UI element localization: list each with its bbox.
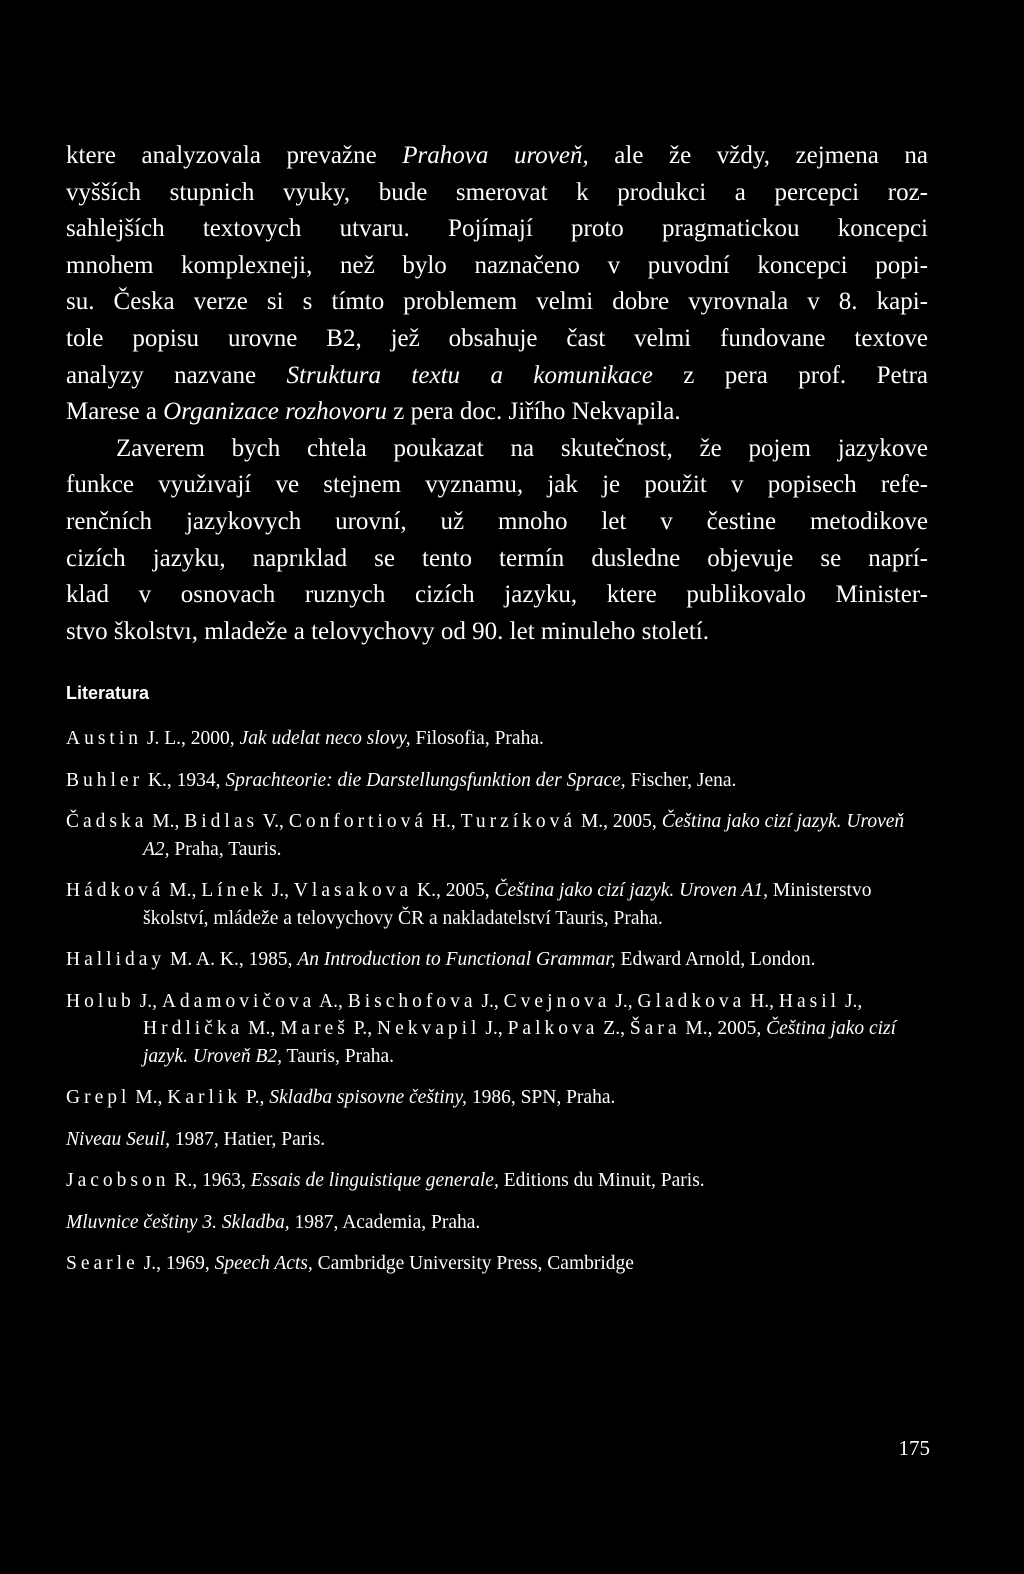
author-name: Karlik <box>167 1087 242 1109</box>
italic-title: Jak udelat neco slovy, <box>239 728 411 750</box>
text-line <box>66 138 928 175</box>
author-name: Confortiová <box>288 811 428 833</box>
author-name: Holub <box>66 990 135 1012</box>
text-run: M., <box>147 811 185 833</box>
author-name: Bidlas <box>184 811 259 833</box>
text-line <box>66 394 928 431</box>
text-run: H., <box>745 990 779 1012</box>
author-name: Grepl <box>66 1087 131 1109</box>
author-name: Bischofova <box>347 990 477 1012</box>
author-name: Cvejnova <box>503 990 611 1012</box>
text-line <box>66 284 928 321</box>
text-run: Zaverem bych chtela poukazat na skutečnost, že pojem jazykove <box>116 434 928 462</box>
text-run: 1987, Hatier, Paris. <box>169 1128 326 1150</box>
text-run: 1986, SPN, Praha. <box>466 1087 616 1109</box>
text-run: J., <box>480 1018 508 1040</box>
author-name: Adamovičova <box>161 990 316 1012</box>
reference-item <box>66 1250 928 1278</box>
text-line <box>66 321 928 358</box>
author-name: Palkova <box>507 1018 599 1040</box>
author-name: Buhler <box>66 769 144 791</box>
text-run: analyzy nazvane <box>66 361 287 389</box>
text-run: M. A. K., 1985, <box>165 949 298 971</box>
text-line <box>66 541 928 578</box>
author-name: Línek <box>201 880 267 902</box>
reference-item <box>66 877 928 932</box>
text-run: H., <box>427 811 461 833</box>
text-line <box>66 577 928 614</box>
text-run: ale že vždy, zejmena na <box>588 142 929 169</box>
text-run: J., <box>840 990 863 1012</box>
author-name: Gladkova <box>637 990 746 1012</box>
text-run: cizích jazyku, naprıklad se tento termín dusledne objevuje se naprí- <box>66 544 928 572</box>
text-run: Marese a <box>66 398 164 426</box>
author-name: Čadska <box>66 811 148 833</box>
author-name: Searle <box>66 1253 139 1275</box>
italic-title: Niveau Seuil, <box>66 1128 170 1150</box>
author-name: Hádková <box>66 880 165 902</box>
author-name: Nekvapil <box>377 1018 481 1040</box>
reference-item <box>66 808 928 863</box>
text-run: P., <box>348 1018 377 1040</box>
reference-item <box>66 988 928 1071</box>
text-run: M., <box>243 1018 281 1040</box>
text-run: Editions du Minuit, Paris. <box>498 1170 705 1192</box>
italic-title: Speech Acts, <box>214 1253 313 1275</box>
author-name: Austin <box>66 728 143 750</box>
italic-title: Essais de linguistique generale, <box>250 1170 499 1192</box>
italic-title: Čeština jako cizí jazyk. Uroveň B2, <box>143 1018 897 1067</box>
text-run: J., 1969, <box>138 1253 215 1275</box>
text-run: z pera prof. Petra <box>652 361 928 389</box>
references-heading: Literatura <box>66 683 150 704</box>
text-line <box>66 431 928 468</box>
author-name: Mareš <box>280 1018 349 1040</box>
text-run: K., 2005, <box>412 880 495 902</box>
italic-title: Čeština jako cizí jazyk. Uroveň A2, <box>143 811 905 860</box>
italic-title: An Introduction to Functional Grammar, <box>297 949 616 971</box>
text-line <box>66 248 928 285</box>
text-run: J., <box>134 990 162 1012</box>
author-name: Šara <box>629 1018 681 1040</box>
italic-title: Skladba spisovne češtiny, <box>269 1087 467 1109</box>
text-run: renčních jazykovych urovní, už mnoho let v čestine metodikove <box>66 507 928 535</box>
italic-title: Mluvnice češtiny 3. Skladba, <box>66 1211 290 1233</box>
text-run: Tauris, Praha. <box>282 1045 395 1067</box>
italic-title: Organizace rozhovoru <box>163 398 387 426</box>
reference-item <box>66 1084 928 1112</box>
text-line <box>66 211 928 248</box>
italic-title: Struktura textu a komunikace <box>286 361 653 389</box>
text-run: su. Česka verze si s tímto problemem velmi dobre vyrovnala v 8. kapi- <box>66 288 928 316</box>
text-run: Praha, Tauris. <box>169 838 282 860</box>
text-run: Filosofia, Praha. <box>410 728 544 750</box>
author-name: Turzíková <box>460 811 577 833</box>
text-run: J., <box>266 880 294 902</box>
text-run: mnohem komplexneji, než bylo naznačeno v puvodní koncepci popi- <box>66 251 928 279</box>
text-run: Ministerstvo školství, mládeže a telovychovy ČR a nakladatelství Tauris, Praha. <box>143 880 872 929</box>
author-name: Hrdlička <box>143 1018 244 1040</box>
text-run: 1987, Academia, Praha. <box>289 1211 481 1233</box>
text-run: stvo školstvı, mladeže a telovychovy od 90. let minuleho století. <box>66 617 709 645</box>
text-line <box>66 358 928 395</box>
italic-title: Sprachteorie: die Darstellungsfunktion der Sprace, <box>225 769 626 791</box>
text-run: vyšších stupnich vyuky, bude smerovat k produkci a percepci roz- <box>66 178 928 206</box>
text-run: Edward Arnold, London. <box>615 949 816 971</box>
body-text <box>66 138 928 650</box>
author-name: Jacobson <box>66 1170 170 1192</box>
text-run: klad v osnovach ruznych cizích jazyku, ktere publikovalo Minister- <box>66 581 928 609</box>
text-run: z pera doc. Jiřího Nekvapila. <box>387 398 681 426</box>
text-run: M., <box>164 880 202 902</box>
text-run: ktere analyzovala prevažne <box>66 142 403 169</box>
text-run: M., 2005, <box>680 1018 767 1040</box>
text-run: J. L., 2000, <box>142 728 240 750</box>
text-run: tole popisu urovne B2, jež obsahuje čast velmi fundovane textove <box>66 324 928 352</box>
reference-item <box>66 1167 928 1195</box>
text-run: R., 1963, <box>169 1170 251 1192</box>
text-run: K., 1934, <box>143 769 226 791</box>
italic-title: Prahova uroveň, <box>402 142 589 169</box>
author-name: Hasil <box>778 990 841 1012</box>
page-number: 175 <box>898 1436 930 1460</box>
text-run: Z., <box>598 1018 630 1040</box>
page-content <box>66 138 928 1292</box>
reference-item <box>66 946 928 974</box>
text-line <box>66 504 928 541</box>
reference-item <box>66 767 928 795</box>
text-run: A., <box>315 990 348 1012</box>
text-run: M., <box>130 1087 168 1109</box>
text-run: Fischer, Jena. <box>625 769 737 791</box>
text-run: V., <box>258 811 289 833</box>
references-list <box>66 725 928 1278</box>
author-name: Vlasakova <box>293 880 413 902</box>
text-run: J., <box>476 990 504 1012</box>
text-run: funkce využıvají ve stejnem vyznamu, jak je použit v popisech refe- <box>66 471 928 499</box>
text-run: J., <box>610 990 638 1012</box>
reference-item <box>66 1126 928 1154</box>
text-line <box>66 614 928 651</box>
reference-item <box>66 725 928 753</box>
text-run: Cambridge University Press, Cambridge <box>312 1253 634 1275</box>
text-line <box>66 467 928 504</box>
text-run: P., <box>241 1087 270 1109</box>
text-run: M., 2005, <box>576 811 662 833</box>
text-run: sahlejších textovych utvaru. Pojímají proto pragmatickou koncepci <box>66 215 928 243</box>
author-name: Halliday <box>66 949 166 971</box>
text-line <box>66 175 928 212</box>
reference-item <box>66 1209 928 1237</box>
italic-title: Čeština jako cizí jazyk. Uroven A1, <box>494 880 768 902</box>
